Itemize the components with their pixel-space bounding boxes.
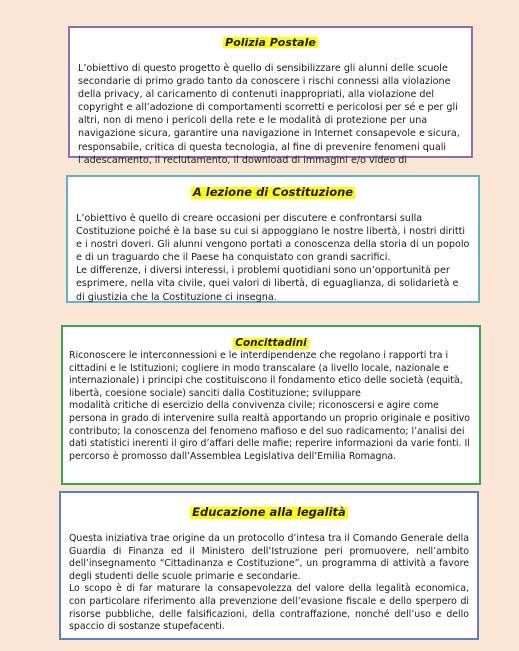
card-body (70, 49, 471, 166)
card-paragraph: Riconoscere le interconnessioni e le interdipendenze che regolano i rapporti tra i cittadini e le Istituzioni; cogliere in modo transcalare (a livello locale, nazionale e internazionale) i principi che costituiscono il fondamento etico delle società (equità, libertà, coesione sociale) sanciti dalla Costituzione; sviluppare (69, 350, 463, 399)
card-paragraph: L’obiettivo di questo progetto è quello di sensibilizzare gli alunni delle scuole secondarie di primo grado tanto da conoscere i rischi connessi alla violazione della privacy, al caricamento di contenuti inappropriati, alla violazione del copyright e all’adozione di comportamenti scorretti e pericolosi per sé e per gli altri, non di meno i pericoli della rete e le modalità di protezione per una navigazione sicura, garantire una navigazione in Internet consapevole e sicura, responsabile, critica di questa tecnologia, al fine di prevenire fenomeni quali l’adescamento, il reclutamento, il download di immagini e/o video di (78, 63, 460, 166)
card-paragraph: Le differenze, i diversi interessi, i problemi quotidiani sono un’opportunità per esprimere, nella vita civile, quei valori di libertà, di eguaglianza, di solidarietà e di giustizia che la Costituzione ci insegna. (76, 265, 459, 303)
card-body (63, 349, 479, 463)
card-paragraph: Lo scopo è di far maturare la consapevolezza del valore della legalità economica, con particolare riferimento alla prevenzione dell’evasione fiscale e dello sperpero di risorse pubbliche, delle falsificazioni, della contraffazione, nonché dell’uso e dello spaccio di sostanze stupefacenti. (69, 583, 469, 633)
card-polizia-postale (68, 26, 473, 166)
card-title: Polizia Postale (225, 36, 316, 49)
card-concittadini (61, 325, 481, 485)
card-body (61, 519, 477, 634)
card-a-lezione-di-costituzione (66, 175, 480, 303)
card-paragraph: Questa iniziativa trae origine da un protocollo d’intesa tra il Comando Generale della Guardia di Finanza ed il Ministero dell’Istruzione peri promuovere, nell’ambito dell’insegnamento “Cittadinanza e Costituzione”, un programma di attività a favore degli studenti delle scuole primarie e secondarie. (69, 533, 469, 582)
card-paragraph: modalità critiche di esercizio della convivenza civile; riconoscersi e agire come persona in grado di intervenire sulla realtà apportando un proprio originale e positivo contributo; la conoscenza del fenomeno mafioso e del suo radicamento; l’analisi dei dati statistici inerenti il giro d’affari delle mafie; reperire informazioni da varie fonti. Il percorso è promosso dall’Assemblea Legislativa dell’Emilia Romagna. (69, 400, 471, 462)
card-body (68, 199, 478, 304)
card-paragraph: L’obiettivo è quello di creare occasioni per discutere e confrontarsi sulla Costituzione poiché è la base su cui si appoggiano le nostre libertà, i nostri diritti e i nostri doveri. Gli alunni vengono portati a conoscenza della storia di un popolo e di un traguardo che il Paese ha conquistato con grandi sacrifici. (76, 213, 470, 264)
card-title: Concittadini (235, 337, 307, 349)
card-educazione-alla-legalita (59, 491, 479, 640)
card-title: Educazione alla legalità (192, 505, 346, 519)
card-title: A lezione di Costituzione (192, 185, 354, 199)
